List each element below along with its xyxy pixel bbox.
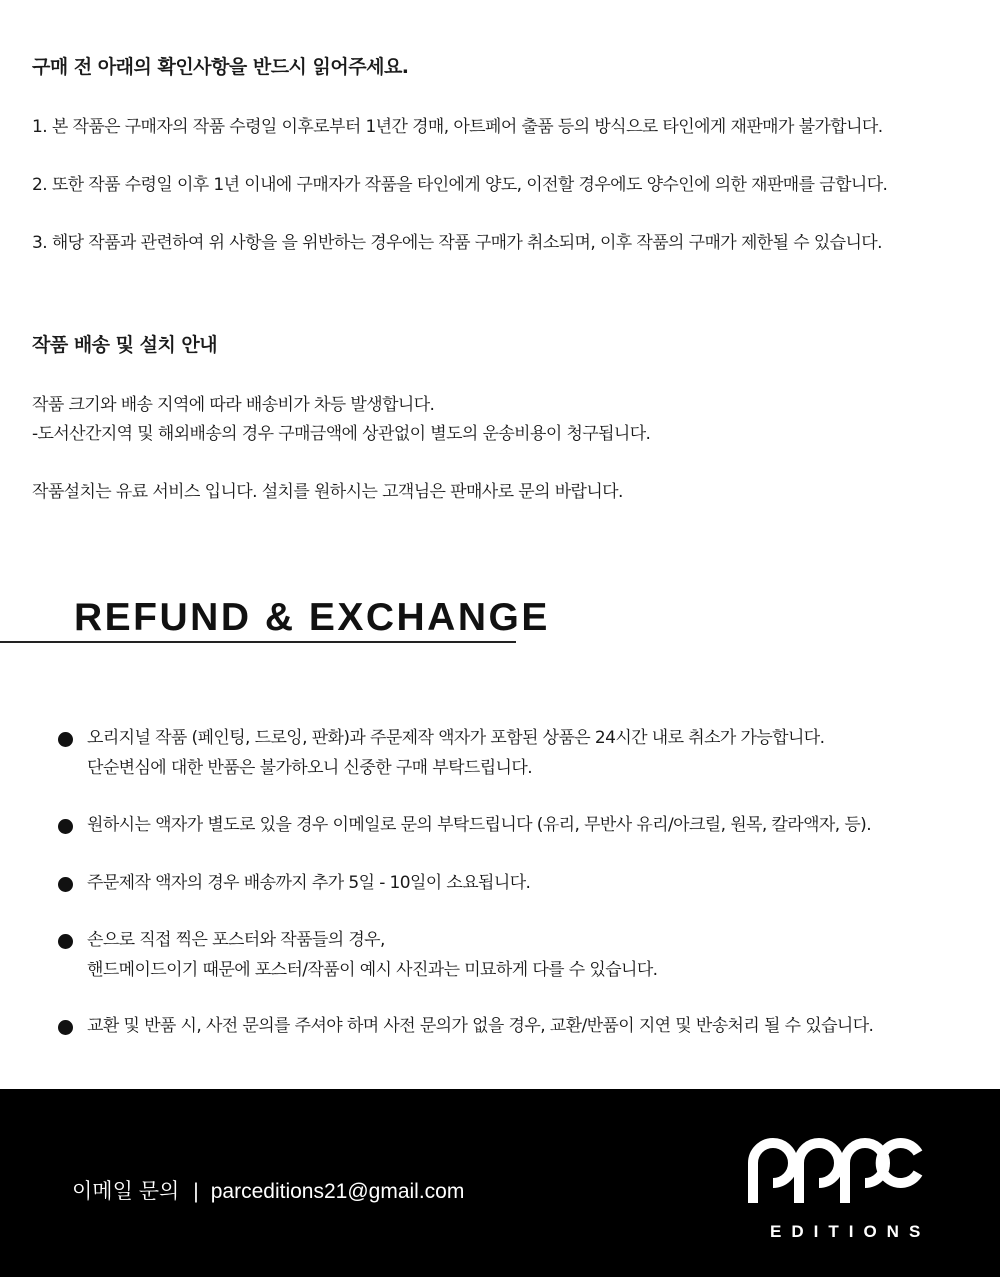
refund-item-1 [58, 728, 978, 788]
title-underline [0, 641, 516, 643]
footer [0, 1089, 1000, 1277]
refund-item-5 [58, 1016, 978, 1046]
bullet-icon [58, 877, 73, 892]
notice-title: 구매 전 아래의 확인사항을 반드시 읽어주세요. [32, 56, 409, 78]
contact-label: 이메일 문의 [72, 1180, 180, 1203]
bullet-icon [58, 819, 73, 834]
notice-item-1: 1. 본 작품은 구매자의 작품 수령일 이후로부터 1년간 경매, 아트페어 출품 등의 방식으로 타인에게 재판매가 불가합니다. [32, 117, 883, 137]
notice-item-2: 2. 또한 작품 수령일 이후 1년 이내에 구매자가 작품을 타인에게 양도, 이전할 경우에도 양수인에 의한 재판매를 금합니다. [32, 175, 888, 195]
separator: | [193, 1180, 199, 1203]
refund-item-3-line-1: 주문제작 액자의 경우 배송까지 추가 5일 - 10일이 소요됩니다. [87, 873, 531, 893]
delivery-line-3: 작품설치는 유료 서비스 입니다. 설치를 원하시는 고객님은 판매사로 문의 바랍니다. [32, 482, 623, 502]
bullet-icon [58, 934, 73, 949]
refund-item-1-line-2: 단순변심에 대한 반품은 불가하오니 신중한 구매 부탁드립니다. [87, 758, 532, 778]
refund-item-4-line-1: 손으로 직접 찍은 포스터와 작품들의 경우, [87, 930, 385, 950]
refund-item-4-line-2: 핸드메이드이기 때문에 포스터/작품이 예시 사진과는 미묘하게 다를 수 있습니다. [87, 960, 658, 980]
bullet-icon [58, 732, 73, 747]
logo-editions-text: EDITIONS [770, 1222, 931, 1241]
refund-item-1-line-1: 오리지널 작품 (페인팅, 드로잉, 판화)과 주문제작 액자가 포함된 상품은 24시간 내로 취소가 가능합니다. [87, 728, 825, 748]
refund-item-5-line-1: 교환 및 반품 시, 사전 문의를 주셔야 하며 사전 문의가 없을 경우, 교환/반품이 지연 및 반송처리 될 수 있습니다. [87, 1016, 874, 1036]
refund-item-2-line-1: 원하시는 액자가 별도로 있을 경우 이메일로 문의 부탁드립니다 (유리, 무반사 유리/아크릴, 원목, 칼라액자, 등). [87, 815, 872, 835]
email-contact [72, 1175, 464, 1205]
delivery-line-1: 작품 크기와 배송 지역에 따라 배송비가 차등 발생합니다. [32, 395, 435, 415]
delivery-line-2: -도서산간지역 및 해외배송의 경우 구매금액에 상관없이 별도의 운송비용이 청구됩니다. [32, 424, 651, 444]
bullet-icon [58, 1020, 73, 1035]
refund-item-2 [58, 815, 978, 845]
refund-exchange-title: REFUND & EXCHANGE [74, 596, 550, 639]
delivery-title: 작품 배송 및 설치 안내 [32, 334, 218, 356]
email-address[interactable]: parceditions21@gmail.com [210, 1180, 465, 1203]
refund-item-4 [58, 930, 978, 990]
refund-item-3 [58, 873, 978, 903]
notice-item-3: 3. 해당 작품과 관련하여 위 사항을 을 위반하는 경우에는 작품 구매가 취소되며, 이후 작품의 구매가 제한될 수 있습니다. [32, 233, 882, 253]
